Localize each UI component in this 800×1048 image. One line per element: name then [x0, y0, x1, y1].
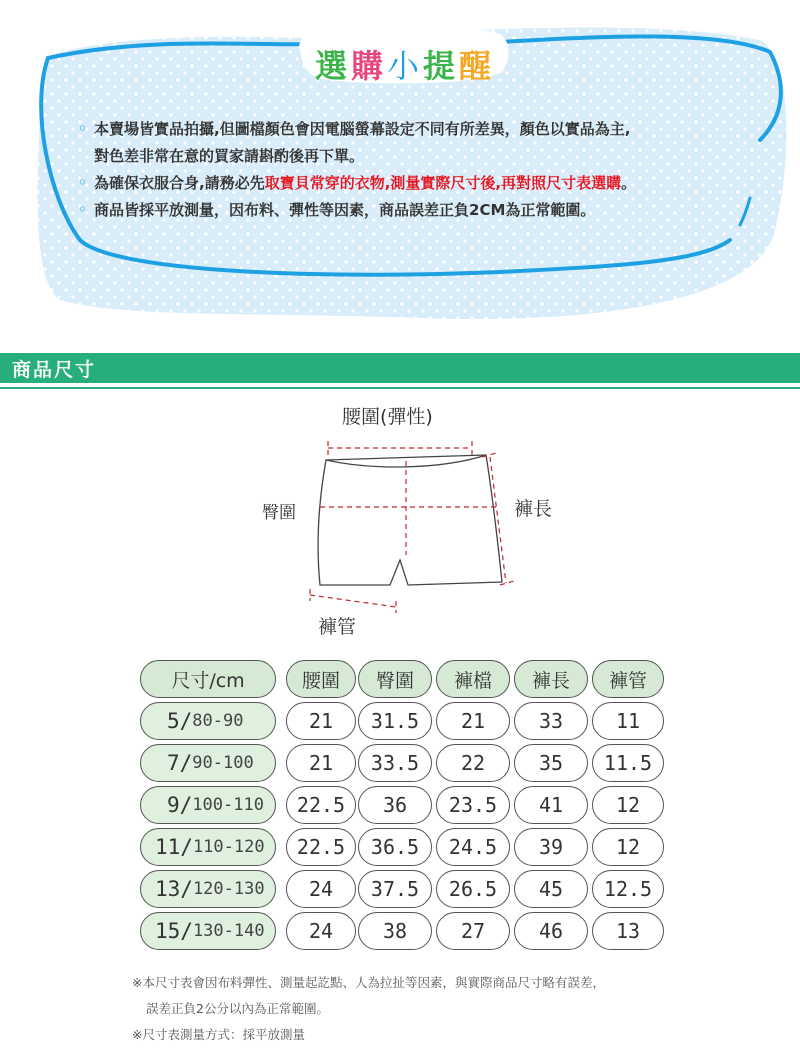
value-cell: 21 — [286, 744, 356, 782]
notice-item: ◦ 本賣場皆實品拍攝,但圖檔顏色會因電腦螢幕設定不同有所差異，顏色以實品為主, — [78, 116, 758, 143]
size-cell: 15/ 130-140 — [140, 912, 276, 950]
value-cell: 11.5 — [592, 744, 664, 782]
value-cell: 21 — [286, 702, 356, 740]
notice-title-char: 選 — [314, 47, 351, 85]
label-length: 褲長 — [514, 498, 553, 520]
value-cell: 12 — [592, 828, 664, 866]
value-cell: 22 — [436, 744, 510, 782]
header-size: 尺寸/cm — [140, 660, 276, 698]
size-cell: 9/ 100-110 — [140, 786, 276, 824]
value-cell: 24 — [286, 912, 356, 950]
value-cell: 37.5 — [358, 870, 432, 908]
value-cell: 22.5 — [286, 786, 356, 824]
section-divider — [0, 387, 800, 389]
header-waist: 腰圍 — [286, 660, 356, 698]
notice-title-char: 提 — [423, 47, 460, 85]
section-title: 商品尺寸 — [12, 359, 97, 381]
value-cell: 12.5 — [592, 870, 664, 908]
value-cell: 12 — [592, 786, 664, 824]
value-cell: 33.5 — [358, 744, 432, 782]
footnote-line: 誤差正負2公分以內為正常範圍。 — [146, 1001, 329, 1016]
value-cell: 36.5 — [358, 828, 432, 866]
notice-title-char: 醒 — [459, 47, 496, 85]
value-cell: 46 — [514, 912, 588, 950]
header-rise: 褲檔 — [436, 660, 510, 698]
value-cell: 45 — [514, 870, 588, 908]
value-cell: 27 — [436, 912, 510, 950]
notice-item: ◦ 商品皆採平放測量，因布料、彈性等因素，商品誤差正負2CM為正常範圍。 — [78, 197, 758, 224]
notice-title — [305, 38, 505, 90]
notice-title-char: 購 — [350, 47, 387, 85]
size-cell: 7/ 90-100 — [140, 744, 276, 782]
bullet-icon: ◦ — [78, 175, 87, 191]
value-cell: 11 — [592, 702, 664, 740]
value-cell: 39 — [514, 828, 588, 866]
bullet-icon: ◦ — [78, 202, 87, 218]
section-header — [0, 353, 800, 383]
notice-title-char: 小 — [386, 47, 423, 85]
notice-highlight: 取寶貝常穿的衣物,測量實際尺寸後,再對照尺寸表選購 — [264, 174, 622, 192]
footnote-line: ※尺寸表測量方式：採平放測量 — [132, 1027, 305, 1042]
value-cell: 26.5 — [436, 870, 510, 908]
value-cell: 41 — [514, 786, 588, 824]
value-cell: 24.5 — [436, 828, 510, 866]
size-cell: 5/ 80-90 — [140, 702, 276, 740]
footnotes — [132, 970, 605, 1048]
size-cell: 13/ 120-130 — [140, 870, 276, 908]
value-cell: 21 — [436, 702, 510, 740]
notice-item: 對色差非常在意的買家請斟酌後再下單。 — [94, 147, 365, 165]
notice-list — [78, 116, 758, 224]
footnote-line: ※本尺寸表會因布料彈性、測量起訖點、人為拉扯等因素，與實際商品尺寸略有誤差， — [132, 975, 605, 990]
value-cell: 23.5 — [436, 786, 510, 824]
value-cell: 33 — [514, 702, 588, 740]
value-cell: 31.5 — [358, 702, 432, 740]
header-length: 褲長 — [514, 660, 588, 698]
value-cell: 13 — [592, 912, 664, 950]
size-cell: 11/ 110-120 — [140, 828, 276, 866]
label-waist: 腰圍(彈性) — [342, 406, 433, 428]
bullet-icon: ◦ — [78, 121, 87, 137]
value-cell: 24 — [286, 870, 356, 908]
value-cell: 38 — [358, 912, 432, 950]
label-leg: 褲管 — [318, 616, 357, 638]
shorts-outline — [318, 455, 502, 585]
header-hip: 臀圍 — [358, 660, 432, 698]
label-hip: 臀圍 — [262, 503, 296, 523]
value-cell: 22.5 — [286, 828, 356, 866]
value-cell: 36 — [358, 786, 432, 824]
value-cell: 35 — [514, 744, 588, 782]
header-leg: 褲管 — [592, 660, 664, 698]
shorts-diagram — [250, 395, 580, 645]
notice-item: ◦ 為確保衣服合身,請務必先取寶貝常穿的衣物,測量實際尺寸後,再對照尺寸表選購。 — [78, 170, 758, 197]
